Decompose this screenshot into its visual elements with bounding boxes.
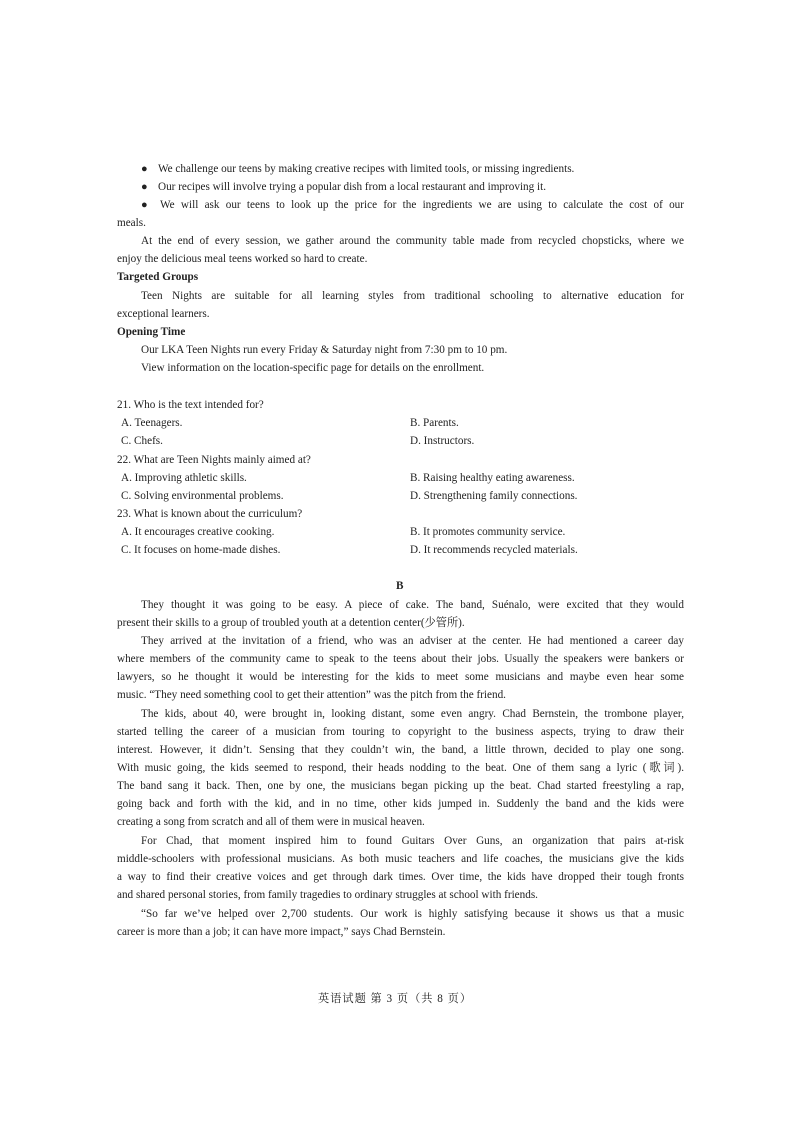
passage-line: present their skills to a group of troubled youth at a detention center(少管所). (117, 617, 465, 629)
option-c: C. Solving environmental problems. (121, 490, 284, 502)
passage-line: They thought it was going to be easy. A piece of cake. The band, Suénalo, were excited that they would (141, 599, 684, 611)
opening-time-text: View information on the location-specific page for details on the enrollment. (141, 362, 485, 374)
bullet-text: Our recipes will involve trying a popular dish from a local restaurant and improving it. (158, 181, 547, 193)
option-c: C. It focuses on home-made dishes. (121, 544, 281, 556)
section-title: B (396, 580, 404, 592)
passage-line: For Chad, that moment inspired him to found Guitars Over Guns, an organization that pairs at-risk (141, 835, 684, 847)
bullet-text-continued: meals. (117, 217, 146, 229)
passage-line: started telling the career of a musician from touring to copyright to the business aspects, trying to draw their (117, 726, 684, 738)
closing-paragraph-continued: enjoy the delicious meal teens worked so hard to create. (117, 253, 368, 265)
passage-line: and shared personal stories, from family tragedies to ordinary struggles at school with friends. (117, 889, 538, 901)
opening-time-text: Our LKA Teen Nights run every Friday & Saturday night from 7:30 pm to 10 pm. (141, 344, 508, 356)
option-c: C. Chefs. (121, 435, 163, 447)
passage-line: middle-schoolers with professional musicians. As both music teachers and life coaches, the musicians give the kids (117, 853, 684, 865)
bullet-icon: ● (141, 199, 148, 211)
passage-line: going back and forth with the kid, and in no time, other kids jumped in. Suddenly the band and the kids were (117, 798, 684, 810)
opening-time-heading: Opening Time (117, 326, 186, 338)
option-b: B. Raising healthy eating awareness. (410, 472, 575, 484)
passage-line: music. “They need something cool to get their attention” was the pitch from the friend. (117, 689, 506, 701)
passage-line: With music going, the kids seemed to respond, their heads nodding to the beat. One of them sang a lyric (歌词). (117, 762, 684, 774)
option-d: D. Strengthening family connections. (410, 490, 578, 502)
passage-line: where members of the community came to speak to the teens about their jobs. Usually the speakers were bankers or (117, 653, 684, 665)
passage-line: They arrived at the invitation of a friend, who was an adviser at the center. He had mentioned a career day (141, 635, 684, 647)
targeted-groups-heading: Targeted Groups (117, 271, 199, 283)
bullet-icon: ● (141, 181, 148, 193)
page-footer: 英语试题 第 3 页（共 8 页） (318, 993, 473, 1005)
option-d: D. It recommends recycled materials. (410, 544, 578, 556)
option-d: D. Instructors. (410, 435, 475, 447)
question-stem: 23. What is known about the curriculum? (117, 508, 303, 520)
passage-line: lawyers, so he thought it would be interesting for the kids to meet some musicians and maybe even hear some (117, 671, 684, 683)
question-stem: 21. Who is the text intended for? (117, 399, 264, 411)
option-a: A. Teenagers. (121, 417, 183, 429)
bullet-text: We challenge our teens by making creative recipes with limited tools, or missing ingredients. (158, 163, 575, 175)
bullet-text: We will ask our teens to look up the price for the ingredients we are using to calculate the cost of our (160, 199, 684, 211)
passage-line: The kids, about 40, were brought in, looking distant, some even angry. Chad Bernstein, the trombone player, (141, 708, 684, 720)
question-stem: 22. What are Teen Nights mainly aimed at? (117, 454, 311, 466)
targeted-groups-text-continued: exceptional learners. (117, 308, 210, 320)
option-a: A. Improving athletic skills. (121, 472, 247, 484)
closing-paragraph: At the end of every session, we gather around the community table made from recycled chopsticks, where we (141, 235, 684, 247)
targeted-groups-text: Teen Nights are suitable for all learning styles from traditional schooling to alternative education for (141, 290, 684, 302)
passage-line: a way to find their creative voices and get through dark times. Over time, the kids have dropped their tough fronts (117, 871, 684, 883)
option-b: B. It promotes community service. (410, 526, 566, 538)
passage-line: The band sang it back. Then, one by one, the musicians began picking up the beat. Chad started freestyling a rap, (117, 780, 684, 792)
passage-line: interest. However, it didn’t. Sensing that they couldn’t win, the band, a little thrown, decided to play one song. (117, 744, 684, 756)
passage-line: career is more than a job; it can have more impact,” says Chad Bernstein. (117, 926, 446, 938)
bullet-icon: ● (141, 163, 148, 175)
option-a: A. It encourages creative cooking. (121, 526, 275, 538)
passage-line: “So far we’ve helped over 2,700 students. Our work is highly satisfying because it shows us that a music (141, 908, 684, 920)
option-b: B. Parents. (410, 417, 459, 429)
passage-line: creating a song from scratch and all of them were in musical heaven. (117, 816, 425, 828)
